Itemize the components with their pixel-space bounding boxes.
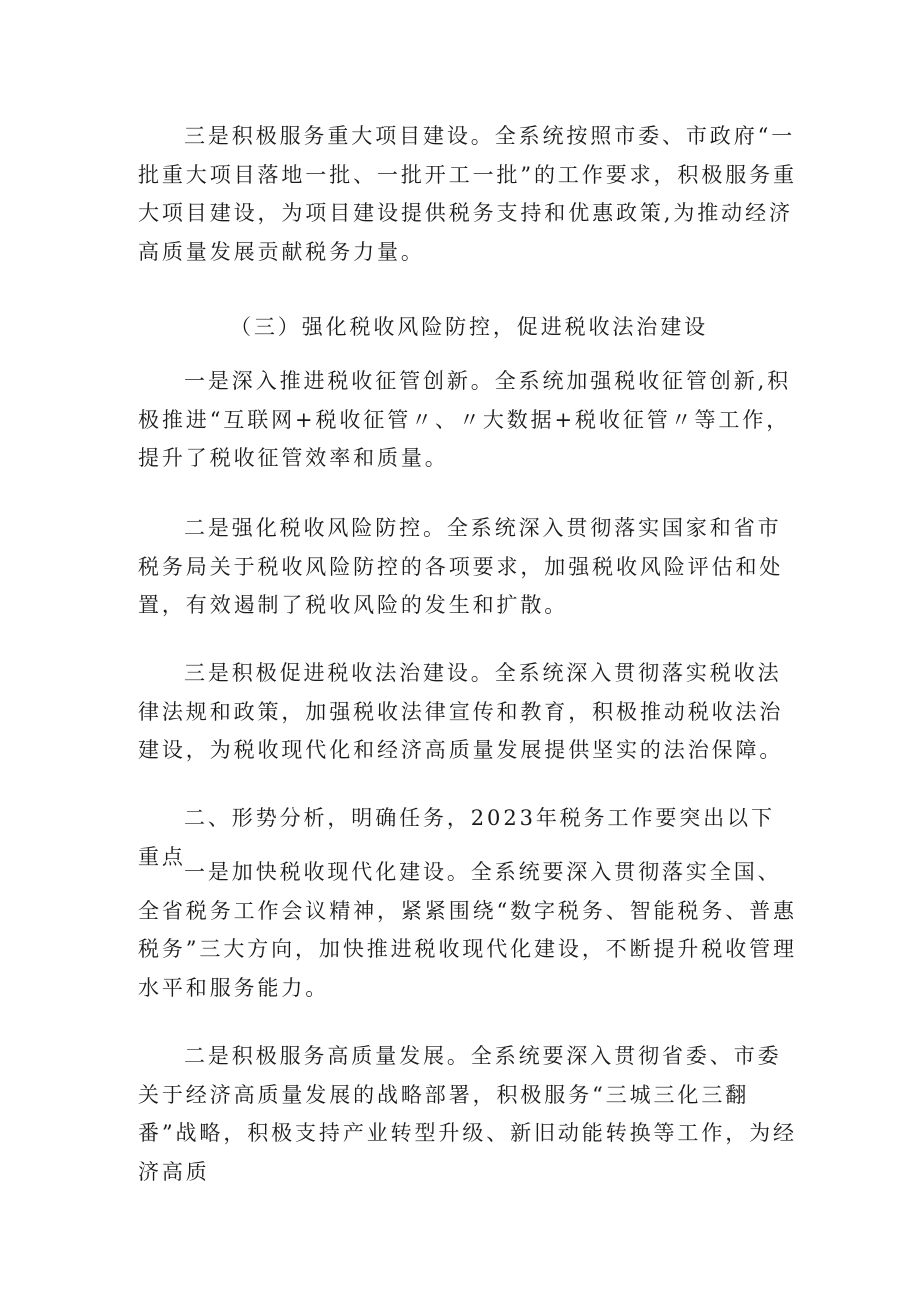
paragraph-modernization: 一是加快税收现代化建设。全系统要深入贯彻落实全国、全省税务工作会议精神，紧紧围绕“数字税务、智能税务、普惠税务”三大方向，加快推进税收现代化建设，不断提升税收管理水平和服务能力。 xyxy=(138,860,797,1000)
section-heading-situation-analysis: 二、形势分析，明确任务，2023年税务工作要突出以下重点 xyxy=(138,806,775,869)
paragraph-high-quality-development: 二是积极服务高质量发展。全系统要深入贯彻省委、市委关于经济高质量发展的战略部署，积极服务“三城三化三翻番”战略，积极支持产业转型升级、新旧动能转换等工作，为经济高质 xyxy=(138,1044,797,1184)
section-heading-risk-control: （三）强化税收风险防控，促进税收法治建设 xyxy=(230,315,708,339)
paragraph-collection-innovation: 一是深入推进税收征管创新。全系统加强税收征管创新,积极推进“互联网+税收征管〃、〃大数据+税收征管〃等工作，提升了税收征管效率和质量。 xyxy=(138,369,792,470)
paragraph-major-projects: 三是积极服务重大项目建设。全系统按照市委、市政府“一批重大项目落地一批、一批开工一批”的工作要求，积极服务重大项目建设，为项目建设提供税务支持和优惠政策,为推动经济高质量发展贡献税务力量。 xyxy=(138,124,797,264)
paragraph-rule-of-law: 三是积极促进税收法治建设。全系统深入贯彻落实税收法律法规和政策，加强税收法律宣传和教育，积极推动税收法治建设，为税收现代化和经济高质量发展提供坚实的法治保障。 xyxy=(138,661,784,762)
paragraph-risk-prevention: 二是强化税收风险防控。全系统深入贯彻落实国家和省市税务局关于税收风险防控的各项要求，加强税收风险评估和处置，有效遏制了税收风险的发生和扩散。 xyxy=(138,516,784,617)
